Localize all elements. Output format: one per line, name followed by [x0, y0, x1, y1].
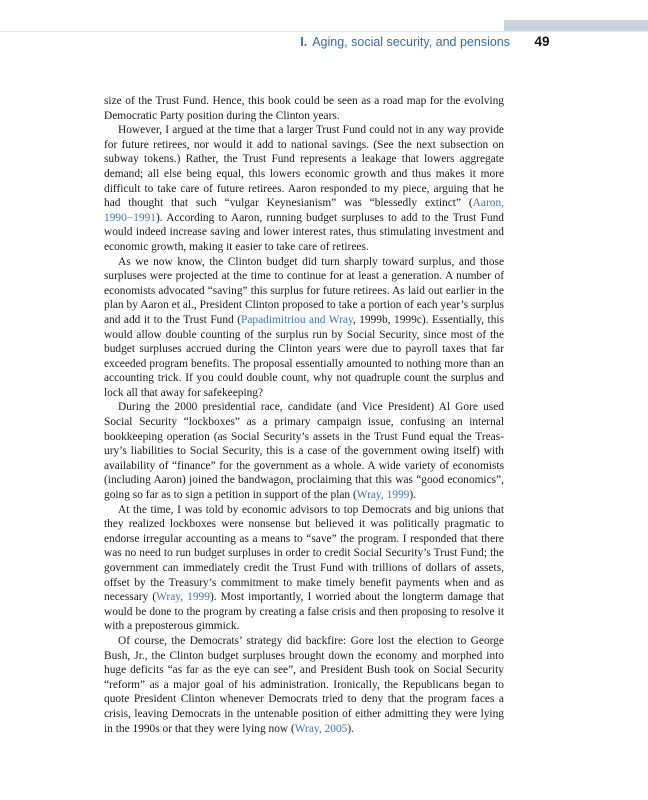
citation-link[interactable]: Wray, 1999: [356, 489, 410, 502]
citation-link[interactable]: Wray, 2005: [294, 722, 348, 735]
paragraph-text: size of the Trust Fund. Hence, this book could be seen as a road map for the evolving Democratic Party position during the Clinton years.: [104, 95, 504, 122]
paragraph-text: , 1999b, 1999c). Essentially, this would allow double counting of the surplus run by Social Security, since most of the budget surpluses accrued during the Clinton years were due to payroll taxes that far exceeded program benefits. The proposal essentially amounted to nothing more than an accounting trick. If you could double count, why not quadruple count the surplus and lock all that away for safekeeping?: [104, 313, 504, 399]
citation-link[interactable]: Wray, 1999: [156, 591, 210, 604]
paragraph: [104, 255, 504, 401]
paragraph-text: At the time, I was told by economic advisors to top Democrats and big unions that they realized lockboxes were nonsense but believed it was politically pragmatic to endorse irregular accounting as a means to “save” the program. I responded that there was no need to run budget surpluses in order to credit Social Security’s Trust Fund; the government can immediately credit the Trust Fund with trillions of dollars of assets, offset by the Treasury’s commitment to make timely benefit payments when and as necessary (: [104, 503, 504, 604]
running-head: [0, 35, 510, 49]
header-accent-bar: [504, 20, 648, 31]
paragraph: [104, 123, 504, 254]
paragraph-text: Of course, the Democrats’ strategy did backfire: Gore lost the election to George Bush, Jr., the Clinton budget surpluses brought down the economy and morphed into huge deficits “as far as the eye can see”, and President Bush took on Social Security “reform” as a major goal of his administration. Ironically, the Republicans began to quote President Clinton whenever Democrats tried to deny that the program faces a crisis, leaving Democrats in the untenable position of either admitting they were lying in the 1990s or that they were lying now (: [104, 634, 504, 735]
paragraph-text: During the 2000 presidential race, candidate (and Vice President) Al Gore used Social Security “lockboxes” as a primary campaign issue, confusing an internal bookkeeping operation (as Social Security’s assets in the Trust Fund equal the Treasury’s liabilities to Social Security, this is a case of the government owing itself) with availability of “finance” for the government as a whole. A wide variety of economists (including Aaron) joined the bandwagon, proclaiming that this was “good economics”, going so far as to sign a petition in support of the plan (: [104, 401, 504, 502]
citation-link[interactable]: Papadimitriou and Wray: [241, 313, 353, 326]
paragraph-text: ).: [409, 489, 417, 502]
body-text: [104, 94, 504, 736]
paragraph-text: As we now know, the Clinton budget did turn sharply toward surplus, and those surpluses were projected at the time to continue for at least a generation. A number of economists advocated “saving” this surplus for future retirees. As laid out earlier in the plan by Aaron et al., President Clinton proposed to take a portion of each year’s surplus and add it to the Trust Fund (: [104, 255, 504, 326]
page-number: 49: [534, 34, 550, 49]
paragraph: [104, 634, 504, 736]
paragraph-text: ). According to Aaron, running budget surpluses to add to the Trust Fund would indeed increase saving and lower interest rates, thus stimulating investment and economic growth, making it easier to take care of retirees.: [104, 211, 504, 253]
chapter-title: Aging, social security, and pensions: [312, 35, 510, 49]
paragraph-text: However, I argued at the time that a larger Trust Fund could not in any way provide for future retirees, nor would it add to national savings. (See the next subsection on subway tokens.) Rather, the Trust Fund represents a leakage that lowers aggregate demand; all else being equal, this lowers economic growth and thus makes it more difficult to take care of future retirees. Aaron responded to my piece, arguing that he had thought that such “vulgar Keynesianism” was “blessedly extinct” (: [104, 124, 504, 210]
paragraph: [104, 94, 504, 123]
citation-link[interactable]: Aaron, 1990−1991: [104, 197, 504, 224]
chapter-number: I.: [300, 35, 308, 49]
paragraph: [104, 503, 504, 634]
paragraph: [104, 400, 504, 502]
header-rule: [0, 31, 648, 32]
paragraph-text: ).: [347, 722, 354, 735]
paragraph-text: ). Most importantly, I worried about the longterm damage that would be done to the program by creating a false crisis and then proposing to resolve it with a preposterous gimmick.: [104, 591, 504, 633]
